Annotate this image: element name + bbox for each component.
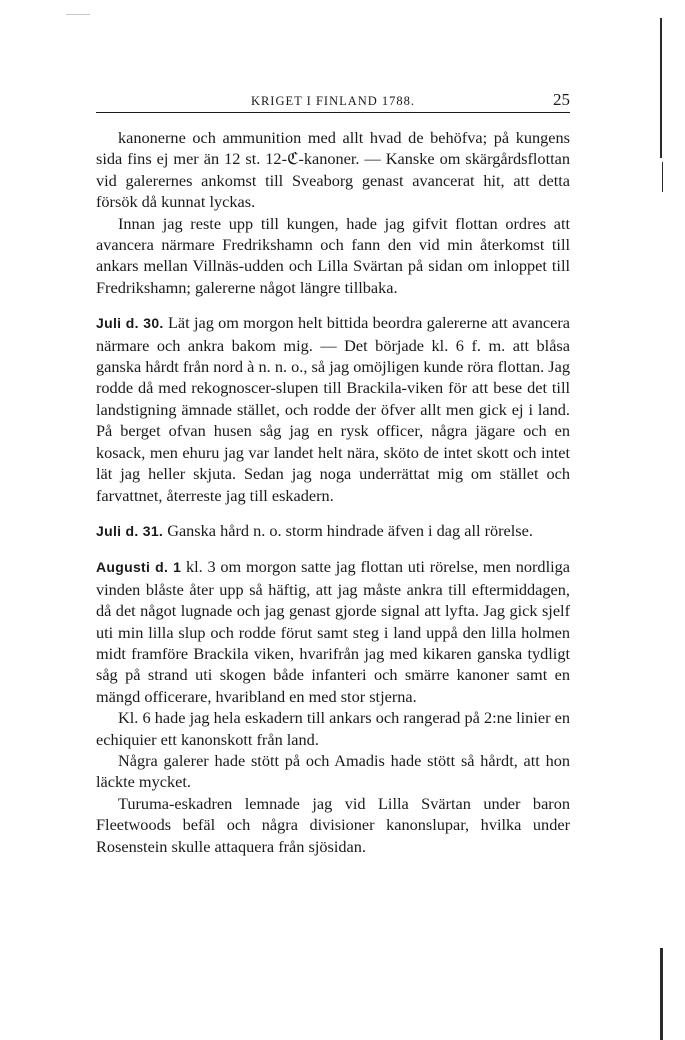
scan-edge-mark-top [660,18,662,158]
scan-speck [66,14,90,15]
paragraph-2 [96,213,570,299]
running-header [96,88,570,112]
paragraph-text: Ganska hård n. o. storm hindrade äfven i dag all rörelse. [167,520,533,540]
date-label: Juli d. 31. [96,522,164,539]
entry-augusti-1 [96,556,570,707]
paragraph-text: Några galerer hade stött på och Amadis hade stött så hårdt, att hon läckte mycket. [96,750,570,792]
entry-juli-31 [96,520,570,542]
page-number: 25 [553,90,570,109]
paragraph-text: Kl. 6 hade jag hela eskadern till ankars och rangerad på 2:ne linier en echiquier ett kanonskott från land. [96,708,570,749]
paragraph-6 [96,707,570,750]
paragraph-text: kl. 3 om morgon satte jag flottan uti rörelse, men nordliga vinden blåste åter upp så häftig, att jag måste ankra till eftermiddagen, då det något lugnade och jag genast gjorde signal att lyfta. Jag gick sjelf uti min lilla slup och rodde förut samt steg i land uppå den lilla holmen midt framföre Brackila viken, hvarifrån jag med kikaren ganska tydligt såg på strand uti skogen både infanteri och smärre kanoner samt en mängd officerare, hvaribland en med stor stjerna. [96,557,570,706]
scan-edge-mark-bottom [660,948,663,1040]
date-label: Juli d. 30. [96,315,164,332]
header-rule [96,112,570,113]
date-label: Augusti d. 1 [96,559,182,576]
paragraph-text: kanonerne och ammunition med allt hvad de behöfva; på kungens sida fins ej mer än 12 st. 12-ℭ-kanoner. — Kanske om skärgårdsflottan vid galerernes ankomst till Sveaborg genast avancerat hit, att detta försök då kunnat lyckas. [96,128,570,212]
body-text [96,127,570,857]
paragraph-8 [96,793,570,857]
paragraph-7 [96,750,570,793]
paragraph-text: Innan jag reste upp till kungen, hade jag gifvit flottan ordres att avancera närmare Fredrikshamn och fann den vid min återkomst till ankars mellan Villnäs-udden och Lilla Svärtan på sidan om inloppet till Fredrikshamn; galererne något längre tillbaka. [96,213,570,297]
book-page [96,88,570,857]
entry-juli-30 [96,312,570,506]
paragraph-1 [96,127,570,213]
paragraph-text: Turuma-eskadren lemnade jag vid Lilla Svärtan under baron Fleetwoods befäl och några divisioner kanonslupar, hvilka under Rosenstein skulle attaquera från sjösidan. [96,793,570,856]
running-title: KRIGET I FINLAND 1788. [250,94,416,108]
scan-edge-mark-middle [662,162,663,192]
paragraph-text: Lät jag om morgon helt bittida beordra galererne att avancera närmare och ankra bakom mig. — Det började kl. 6 f. m. att blåsa ganska hårdt från nord à n. n. o., så jag omöjligen kunde röra flottan. Jag rodde då med rekognoscer-slupen till Brackila-viken för att bese det till landstigning ämnade stället, och rodde der öfver allt men gick ej i land. På berget ofvan husen såg jag en rysk officer, några jägare och en kosack, men ehuru jag var landet helt nära, sköto de intet skott och intet lät jag heller skjuta. Sedan jag noga underrättat mig om stället och farvattnet, återreste jag till eskadern. [96,313,570,505]
